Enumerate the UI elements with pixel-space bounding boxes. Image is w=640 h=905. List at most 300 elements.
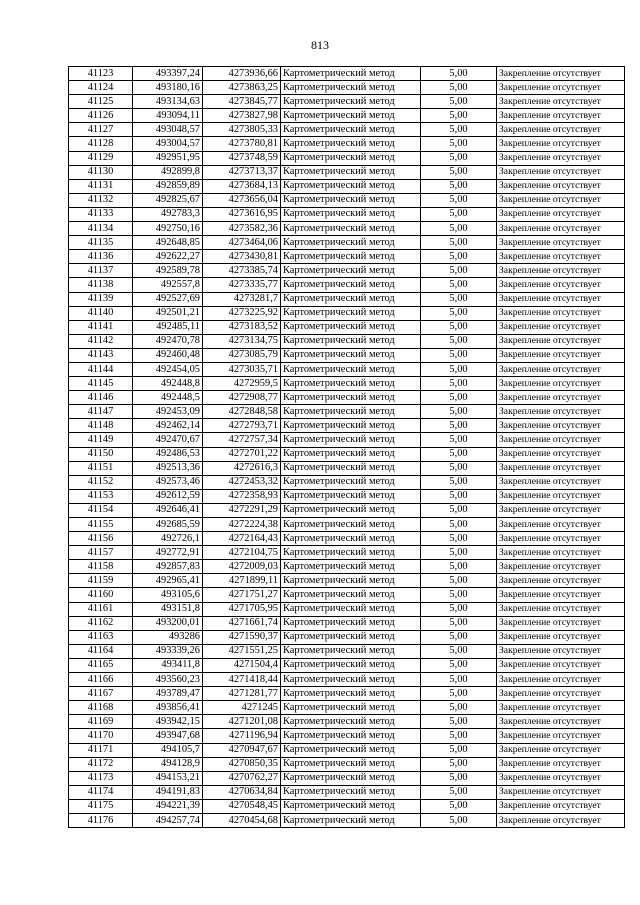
method-cell: Картометрический метод [281,264,421,278]
y-coordinate-cell: 4273582,36 [203,222,281,236]
method-cell: Картометрический метод [281,433,421,447]
y-coordinate-cell: 4272291,29 [203,503,281,517]
table-row [69,715,625,729]
y-coordinate-cell: 4273430,81 [203,250,281,264]
point-number-cell: 41131 [69,179,133,193]
method-cell: Картометрический метод [281,377,421,391]
accuracy-cell: 5,00 [421,165,497,179]
fixation-cell: Закрепление отсутствует [497,785,625,799]
table-row [69,546,625,560]
accuracy-cell: 5,00 [421,687,497,701]
method-cell: Картометрический метод [281,560,421,574]
table-row [69,729,625,743]
point-number-cell: 41164 [69,644,133,658]
method-cell: Картометрический метод [281,123,421,137]
y-coordinate-cell: 4273805,33 [203,123,281,137]
fixation-cell: Закрепление отсутствует [497,532,625,546]
accuracy-cell: 5,00 [421,503,497,517]
fixation-cell: Закрепление отсутствует [497,701,625,715]
point-number-cell: 41175 [69,799,133,813]
method-cell: Картометрический метод [281,546,421,560]
x-coordinate-cell: 492859,89 [133,179,203,193]
y-coordinate-cell: 4273936,66 [203,67,281,81]
y-coordinate-cell: 4272959,5 [203,377,281,391]
point-number-cell: 41141 [69,320,133,334]
accuracy-cell: 5,00 [421,461,497,475]
accuracy-cell: 5,00 [421,602,497,616]
method-cell: Картометрический метод [281,518,421,532]
fixation-cell: Закрепление отсутствует [497,95,625,109]
y-coordinate-cell: 4273684,13 [203,179,281,193]
y-coordinate-cell: 4271751,27 [203,588,281,602]
y-coordinate-cell: 4273863,25 [203,81,281,95]
table-row [69,95,625,109]
y-coordinate-cell: 4272793,71 [203,419,281,433]
method-cell: Картометрический метод [281,109,421,123]
table-row [69,348,625,362]
accuracy-cell: 5,00 [421,743,497,757]
accuracy-cell: 5,00 [421,95,497,109]
table-row [69,391,625,405]
y-coordinate-cell: 4272453,32 [203,475,281,489]
accuracy-cell: 5,00 [421,433,497,447]
method-cell: Картометрический метод [281,292,421,306]
fixation-cell: Закрепление отсутствует [497,602,625,616]
point-number-cell: 41147 [69,405,133,419]
table-row [69,179,625,193]
point-number-cell: 41130 [69,165,133,179]
table-row [69,306,625,320]
method-cell: Картометрический метод [281,320,421,334]
x-coordinate-cell: 493286 [133,630,203,644]
point-number-cell: 41127 [69,123,133,137]
accuracy-cell: 5,00 [421,813,497,827]
point-number-cell: 41148 [69,419,133,433]
y-coordinate-cell: 4273281,7 [203,292,281,306]
method-cell: Картометрический метод [281,193,421,207]
x-coordinate-cell: 492470,67 [133,433,203,447]
x-coordinate-cell: 492462,14 [133,419,203,433]
fixation-cell: Закрепление отсутствует [497,447,625,461]
x-coordinate-cell: 493004,57 [133,137,203,151]
coordinates-table [68,66,625,828]
x-coordinate-cell: 492486,53 [133,447,203,461]
y-coordinate-cell: 4273134,75 [203,334,281,348]
y-coordinate-cell: 4272616,3 [203,461,281,475]
table-row [69,489,625,503]
accuracy-cell: 5,00 [421,799,497,813]
method-cell: Картометрический метод [281,602,421,616]
fixation-cell: Закрепление отсутствует [497,405,625,419]
y-coordinate-cell: 4270634,84 [203,785,281,799]
table-row [69,81,625,95]
table-row [69,207,625,221]
x-coordinate-cell: 492646,41 [133,503,203,517]
method-cell: Картометрический метод [281,475,421,489]
point-number-cell: 41123 [69,67,133,81]
fixation-cell: Закрепление отсутствует [497,673,625,687]
table-row [69,433,625,447]
method-cell: Картометрический метод [281,588,421,602]
table-row [69,687,625,701]
accuracy-cell: 5,00 [421,67,497,81]
y-coordinate-cell: 4273780,81 [203,137,281,151]
y-coordinate-cell: 4273748,59 [203,151,281,165]
x-coordinate-cell: 492750,16 [133,222,203,236]
method-cell: Картометрический метод [281,743,421,757]
x-coordinate-cell: 492557,8 [133,278,203,292]
method-cell: Картометрический метод [281,362,421,376]
fixation-cell: Закрепление отсутствует [497,687,625,701]
method-cell: Картометрический метод [281,532,421,546]
fixation-cell: Закрепление отсутствует [497,644,625,658]
x-coordinate-cell: 492470,78 [133,334,203,348]
accuracy-cell: 5,00 [421,348,497,362]
table-row [69,320,625,334]
point-number-cell: 41149 [69,433,133,447]
y-coordinate-cell: 4272848,58 [203,405,281,419]
x-coordinate-cell: 492622,27 [133,250,203,264]
method-cell: Картометрический метод [281,236,421,250]
table-row [69,771,625,785]
table-row [69,560,625,574]
fixation-cell: Закрепление отсутствует [497,771,625,785]
point-number-cell: 41126 [69,109,133,123]
fixation-cell: Закрепление отсутствует [497,799,625,813]
y-coordinate-cell: 4270850,35 [203,757,281,771]
y-coordinate-cell: 4271245 [203,701,281,715]
accuracy-cell: 5,00 [421,588,497,602]
y-coordinate-cell: 4270947,67 [203,743,281,757]
table-row [69,602,625,616]
y-coordinate-cell: 4271281,77 [203,687,281,701]
accuracy-cell: 5,00 [421,334,497,348]
method-cell: Картометрический метод [281,771,421,785]
method-cell: Картометрический метод [281,306,421,320]
fixation-cell: Закрепление отсутствует [497,560,625,574]
point-number-cell: 41152 [69,475,133,489]
fixation-cell: Закрепление отсутствует [497,334,625,348]
y-coordinate-cell: 4272224,38 [203,518,281,532]
table-row [69,377,625,391]
point-number-cell: 41125 [69,95,133,109]
x-coordinate-cell: 492899,8 [133,165,203,179]
y-coordinate-cell: 4271661,74 [203,616,281,630]
point-number-cell: 41170 [69,729,133,743]
accuracy-cell: 5,00 [421,278,497,292]
y-coordinate-cell: 4271590,37 [203,630,281,644]
y-coordinate-cell: 4273385,74 [203,264,281,278]
accuracy-cell: 5,00 [421,377,497,391]
method-cell: Картометрический метод [281,715,421,729]
fixation-cell: Закрепление отсутствует [497,264,625,278]
x-coordinate-cell: 494257,74 [133,813,203,827]
table-row [69,151,625,165]
point-number-cell: 41151 [69,461,133,475]
table-row [69,518,625,532]
fixation-cell: Закрепление отсутствует [497,306,625,320]
fixation-cell: Закрепление отсутствует [497,81,625,95]
accuracy-cell: 5,00 [421,81,497,95]
table-row [69,264,625,278]
fixation-cell: Закрепление отсутствует [497,588,625,602]
y-coordinate-cell: 4273656,04 [203,193,281,207]
fixation-cell: Закрепление отсутствует [497,179,625,193]
x-coordinate-cell: 492612,59 [133,489,203,503]
point-number-cell: 41157 [69,546,133,560]
point-number-cell: 41162 [69,616,133,630]
x-coordinate-cell: 492448,5 [133,391,203,405]
table-row [69,461,625,475]
accuracy-cell: 5,00 [421,546,497,560]
fixation-cell: Закрепление отсутствует [497,348,625,362]
accuracy-cell: 5,00 [421,447,497,461]
point-number-cell: 41158 [69,560,133,574]
method-cell: Картометрический метод [281,489,421,503]
table-row [69,799,625,813]
table-row [69,630,625,644]
fixation-cell: Закрепление отсутствует [497,222,625,236]
point-number-cell: 41138 [69,278,133,292]
accuracy-cell: 5,00 [421,729,497,743]
x-coordinate-cell: 493048,57 [133,123,203,137]
point-number-cell: 41140 [69,306,133,320]
accuracy-cell: 5,00 [421,137,497,151]
accuracy-cell: 5,00 [421,644,497,658]
point-number-cell: 41139 [69,292,133,306]
fixation-cell: Закрепление отсутствует [497,67,625,81]
table-row [69,292,625,306]
method-cell: Картометрический метод [281,503,421,517]
x-coordinate-cell: 494191,83 [133,785,203,799]
point-number-cell: 41142 [69,334,133,348]
y-coordinate-cell: 4271196,94 [203,729,281,743]
x-coordinate-cell: 492589,78 [133,264,203,278]
point-number-cell: 41132 [69,193,133,207]
y-coordinate-cell: 4271504,4 [203,658,281,672]
fixation-cell: Закрепление отсутствует [497,630,625,644]
table-row [69,503,625,517]
fixation-cell: Закрепление отсутствует [497,503,625,517]
method-cell: Картометрический метод [281,137,421,151]
method-cell: Картометрический метод [281,348,421,362]
y-coordinate-cell: 4273225,92 [203,306,281,320]
fixation-cell: Закрепление отсутствует [497,616,625,630]
y-coordinate-cell: 4271551,25 [203,644,281,658]
table-row [69,67,625,81]
fixation-cell: Закрепление отсутствует [497,419,625,433]
y-coordinate-cell: 4273845,77 [203,95,281,109]
table-row [69,616,625,630]
x-coordinate-cell: 492772,91 [133,546,203,560]
accuracy-cell: 5,00 [421,250,497,264]
method-cell: Картометрический метод [281,405,421,419]
method-cell: Картометрический метод [281,461,421,475]
method-cell: Картометрический метод [281,67,421,81]
y-coordinate-cell: 4272908,77 [203,391,281,405]
accuracy-cell: 5,00 [421,489,497,503]
fixation-cell: Закрепление отсутствует [497,475,625,489]
y-coordinate-cell: 4271418,44 [203,673,281,687]
y-coordinate-cell: 4272104,75 [203,546,281,560]
method-cell: Картометрический метод [281,658,421,672]
method-cell: Картометрический метод [281,447,421,461]
fixation-cell: Закрепление отсутствует [497,546,625,560]
accuracy-cell: 5,00 [421,320,497,334]
table-row [69,532,625,546]
table-row [69,250,625,264]
table-row [69,757,625,771]
fixation-cell: Закрепление отсутствует [497,574,625,588]
method-cell: Картометрический метод [281,616,421,630]
fixation-cell: Закрепление отсутствует [497,715,625,729]
point-number-cell: 41128 [69,137,133,151]
table-row [69,123,625,137]
table-row [69,588,625,602]
method-cell: Картометрический метод [281,757,421,771]
y-coordinate-cell: 4270548,45 [203,799,281,813]
point-number-cell: 41168 [69,701,133,715]
y-coordinate-cell: 4273183,52 [203,320,281,334]
fixation-cell: Закрепление отсутствует [497,292,625,306]
y-coordinate-cell: 4273713,37 [203,165,281,179]
x-coordinate-cell: 493560,23 [133,673,203,687]
x-coordinate-cell: 492685,59 [133,518,203,532]
x-coordinate-cell: 493856,41 [133,701,203,715]
accuracy-cell: 5,00 [421,475,497,489]
accuracy-cell: 5,00 [421,405,497,419]
table-row [69,165,625,179]
x-coordinate-cell: 494128,9 [133,757,203,771]
accuracy-cell: 5,00 [421,264,497,278]
point-number-cell: 41160 [69,588,133,602]
method-cell: Картометрический метод [281,179,421,193]
coordinates-table-body [69,67,625,828]
fixation-cell: Закрепление отсутствует [497,658,625,672]
x-coordinate-cell: 493094,11 [133,109,203,123]
method-cell: Картометрический метод [281,687,421,701]
table-row [69,362,625,376]
x-coordinate-cell: 493411,8 [133,658,203,672]
accuracy-cell: 5,00 [421,222,497,236]
page-number: 813 [311,38,329,52]
table-row [69,193,625,207]
fixation-cell: Закрепление отсутствует [497,489,625,503]
fixation-cell: Закрепление отсутствует [497,151,625,165]
accuracy-cell: 5,00 [421,771,497,785]
y-coordinate-cell: 4273335,77 [203,278,281,292]
x-coordinate-cell: 493947,68 [133,729,203,743]
accuracy-cell: 5,00 [421,574,497,588]
table-row [69,785,625,799]
accuracy-cell: 5,00 [421,236,497,250]
accuracy-cell: 5,00 [421,362,497,376]
fixation-cell: Закрепление отсутствует [497,743,625,757]
table-row [69,405,625,419]
y-coordinate-cell: 4271705,95 [203,602,281,616]
accuracy-cell: 5,00 [421,673,497,687]
table-row [69,109,625,123]
method-cell: Картометрический метод [281,701,421,715]
table-row [69,447,625,461]
fixation-cell: Закрепление отсутствует [497,391,625,405]
point-number-cell: 41173 [69,771,133,785]
table-row [69,222,625,236]
x-coordinate-cell: 492485,11 [133,320,203,334]
table-row [69,813,625,827]
point-number-cell: 41172 [69,757,133,771]
point-number-cell: 41163 [69,630,133,644]
point-number-cell: 41143 [69,348,133,362]
y-coordinate-cell: 4272701,22 [203,447,281,461]
method-cell: Картометрический метод [281,207,421,221]
point-number-cell: 41146 [69,391,133,405]
x-coordinate-cell: 493397,24 [133,67,203,81]
y-coordinate-cell: 4273827,98 [203,109,281,123]
point-number-cell: 41159 [69,574,133,588]
point-number-cell: 41129 [69,151,133,165]
table-row [69,644,625,658]
method-cell: Картометрический метод [281,729,421,743]
point-number-cell: 41165 [69,658,133,672]
accuracy-cell: 5,00 [421,179,497,193]
accuracy-cell: 5,00 [421,292,497,306]
point-number-cell: 41150 [69,447,133,461]
fixation-cell: Закрепление отсутствует [497,362,625,376]
x-coordinate-cell: 492453,09 [133,405,203,419]
x-coordinate-cell: 492965,41 [133,574,203,588]
x-coordinate-cell: 493942,15 [133,715,203,729]
point-number-cell: 41169 [69,715,133,729]
point-number-cell: 41144 [69,362,133,376]
table-row [69,673,625,687]
table-row [69,137,625,151]
x-coordinate-cell: 492573,46 [133,475,203,489]
fixation-cell: Закрепление отсутствует [497,236,625,250]
fixation-cell: Закрепление отсутствует [497,250,625,264]
y-coordinate-cell: 4271201,08 [203,715,281,729]
y-coordinate-cell: 4272358,93 [203,489,281,503]
accuracy-cell: 5,00 [421,419,497,433]
y-coordinate-cell: 4270454,68 [203,813,281,827]
method-cell: Картометрический метод [281,391,421,405]
y-coordinate-cell: 4273464,06 [203,236,281,250]
y-coordinate-cell: 4272164,43 [203,532,281,546]
accuracy-cell: 5,00 [421,109,497,123]
accuracy-cell: 5,00 [421,518,497,532]
x-coordinate-cell: 492501,21 [133,306,203,320]
point-number-cell: 41134 [69,222,133,236]
y-coordinate-cell: 4272757,34 [203,433,281,447]
table-row [69,475,625,489]
point-number-cell: 41161 [69,602,133,616]
x-coordinate-cell: 494153,21 [133,771,203,785]
point-number-cell: 41124 [69,81,133,95]
fixation-cell: Закрепление отсутствует [497,813,625,827]
y-coordinate-cell: 4273616,95 [203,207,281,221]
fixation-cell: Закрепление отсутствует [497,278,625,292]
point-number-cell: 41171 [69,743,133,757]
point-number-cell: 41137 [69,264,133,278]
method-cell: Картометрический метод [281,785,421,799]
fixation-cell: Закрепление отсутствует [497,109,625,123]
method-cell: Картометрический метод [281,95,421,109]
accuracy-cell: 5,00 [421,658,497,672]
y-coordinate-cell: 4271899,11 [203,574,281,588]
x-coordinate-cell: 494105,7 [133,743,203,757]
method-cell: Картометрический метод [281,250,421,264]
method-cell: Картометрический метод [281,81,421,95]
